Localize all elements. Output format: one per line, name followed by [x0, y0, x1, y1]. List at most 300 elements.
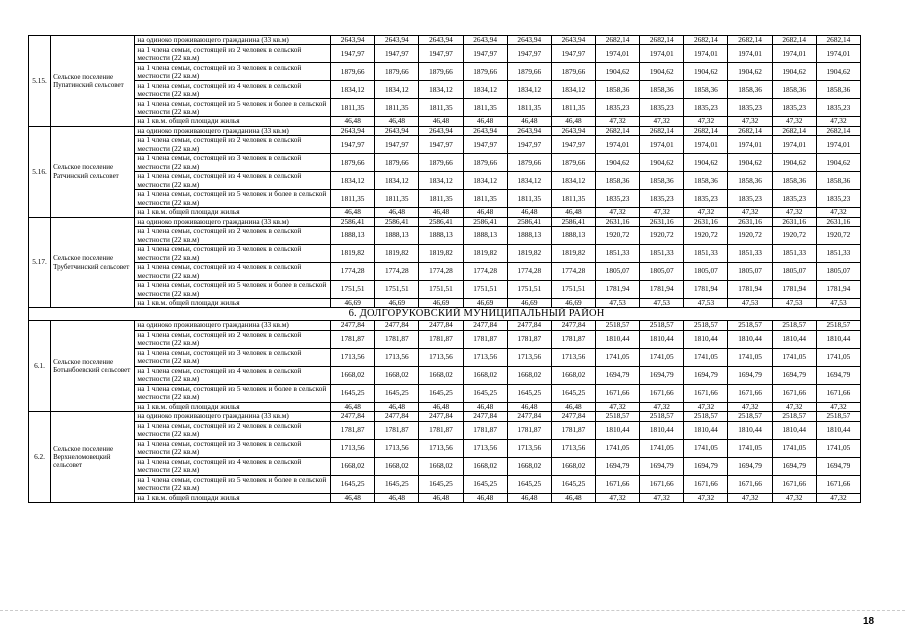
value-cell: 1834,12 — [507, 172, 551, 190]
value-cell: 1920,72 — [772, 227, 816, 245]
value-cell: 1741,05 — [816, 348, 860, 366]
value-cell: 1920,72 — [596, 227, 640, 245]
district-header: 6. ДОЛГОРУКОВСКИЙ МУНИЦИПАЛЬНЫЙ РАЙОН — [331, 308, 861, 321]
row-description: на 1 члена семьи, состоящей из 5 человек и более в сельской местности (22 кв.м) — [135, 190, 331, 208]
value-cell: 1741,05 — [640, 439, 684, 457]
value-cell: 1904,62 — [640, 63, 684, 81]
table-row — [29, 412, 861, 421]
value-cell: 2477,84 — [375, 412, 419, 421]
value-cell: 1751,51 — [375, 281, 419, 299]
value-cell: 1888,13 — [507, 227, 551, 245]
row-description: на 1 кв.м. общей площади жилья — [135, 208, 331, 217]
table-row — [29, 384, 861, 402]
value-cell: 1810,44 — [728, 421, 772, 439]
value-cell: 1904,62 — [728, 63, 772, 81]
value-cell: 1904,62 — [772, 63, 816, 81]
value-cell: 1645,25 — [551, 384, 595, 402]
value-cell: 1751,51 — [507, 281, 551, 299]
value-cell: 1947,97 — [375, 45, 419, 63]
value-cell: 2643,94 — [507, 126, 551, 135]
value-cell: 1947,97 — [507, 45, 551, 63]
value-cell: 1858,36 — [728, 81, 772, 99]
value-cell: 1671,66 — [596, 475, 640, 493]
value-cell: 47,32 — [684, 402, 728, 411]
value-cell: 2682,14 — [728, 126, 772, 135]
value-cell: 1920,72 — [816, 227, 860, 245]
value-cell: 1781,87 — [419, 330, 463, 348]
value-cell: 2518,57 — [596, 321, 640, 330]
value-cell: 1947,97 — [507, 136, 551, 154]
row-description: на 1 члена семьи, состоящей из 2 человек в сельской местности (22 кв.м) — [135, 227, 331, 245]
settlement-name: Сельское поселение Ботынбоевский сельсовет — [51, 321, 135, 412]
value-cell: 1781,94 — [772, 281, 816, 299]
value-cell: 2518,57 — [816, 321, 860, 330]
value-cell: 1751,51 — [331, 281, 375, 299]
value-cell: 1904,62 — [596, 154, 640, 172]
value-cell: 1947,97 — [551, 45, 595, 63]
value-cell: 1974,01 — [772, 45, 816, 63]
value-cell: 1713,56 — [551, 348, 595, 366]
value-cell: 46,48 — [463, 493, 507, 502]
value-cell: 1888,13 — [463, 227, 507, 245]
value-cell: 1858,36 — [816, 172, 860, 190]
value-cell: 1781,94 — [684, 281, 728, 299]
value-cell: 1668,02 — [331, 457, 375, 475]
value-cell: 47,32 — [772, 117, 816, 126]
value-cell: 46,69 — [507, 299, 551, 308]
value-cell: 1805,07 — [728, 263, 772, 281]
value-cell: 1851,33 — [596, 245, 640, 263]
value-cell: 1741,05 — [772, 439, 816, 457]
value-cell: 47,53 — [596, 299, 640, 308]
value-cell: 1671,66 — [816, 384, 860, 402]
page-number: 18 — [863, 616, 875, 627]
table-row — [29, 36, 861, 45]
value-cell: 1781,87 — [507, 330, 551, 348]
value-cell: 1781,94 — [596, 281, 640, 299]
value-cell: 2518,57 — [684, 412, 728, 421]
value-cell: 2643,94 — [463, 36, 507, 45]
value-cell: 1858,36 — [596, 81, 640, 99]
value-cell: 46,48 — [463, 208, 507, 217]
value-cell: 1668,02 — [551, 457, 595, 475]
value-cell: 1645,25 — [331, 475, 375, 493]
value-cell: 1974,01 — [640, 136, 684, 154]
settlement-name: Сельское поселение Пупатинский сельсовет — [51, 36, 135, 127]
value-cell: 1713,56 — [419, 348, 463, 366]
value-cell: 1810,44 — [596, 421, 640, 439]
value-cell: 1781,87 — [463, 330, 507, 348]
value-cell: 2682,14 — [684, 126, 728, 135]
value-cell: 47,32 — [816, 117, 860, 126]
value-cell: 1974,01 — [816, 136, 860, 154]
value-cell: 2477,84 — [551, 412, 595, 421]
value-cell: 1947,97 — [463, 45, 507, 63]
value-cell: 1713,56 — [375, 348, 419, 366]
value-cell: 1811,35 — [419, 99, 463, 117]
value-cell: 2643,94 — [463, 126, 507, 135]
value-cell: 1805,07 — [684, 263, 728, 281]
table-row — [29, 366, 861, 384]
value-cell: 46,48 — [331, 117, 375, 126]
table-row — [29, 99, 861, 117]
value-cell: 1810,44 — [596, 330, 640, 348]
value-cell: 1811,35 — [463, 190, 507, 208]
table-row — [29, 402, 861, 411]
value-cell: 46,48 — [331, 493, 375, 502]
value-cell: 1781,94 — [816, 281, 860, 299]
value-cell: 1834,12 — [551, 81, 595, 99]
value-cell: 47,32 — [596, 493, 640, 502]
value-cell: 46,48 — [507, 402, 551, 411]
value-cell: 2682,14 — [728, 36, 772, 45]
value-cell: 1781,94 — [640, 281, 684, 299]
value-cell: 1834,12 — [375, 172, 419, 190]
value-cell: 1668,02 — [419, 366, 463, 384]
value-cell: 2643,94 — [331, 36, 375, 45]
value-cell: 47,32 — [772, 402, 816, 411]
value-cell: 1694,79 — [772, 457, 816, 475]
row-description: на 1 члена семьи, состоящей из 3 человек в сельской местности (22 кв.м) — [135, 63, 331, 81]
value-cell: 46,48 — [463, 117, 507, 126]
value-cell: 1947,97 — [331, 136, 375, 154]
value-cell: 1810,44 — [772, 421, 816, 439]
value-cell: 47,53 — [684, 299, 728, 308]
table-row — [29, 217, 861, 226]
value-cell: 1947,97 — [419, 136, 463, 154]
value-cell: 1781,87 — [507, 421, 551, 439]
value-cell: 2682,14 — [640, 126, 684, 135]
row-description: на 1 члена семьи, состоящей из 2 человек в сельской местности (22 кв.м) — [135, 136, 331, 154]
value-cell: 2518,57 — [772, 321, 816, 330]
table-row — [29, 348, 861, 366]
row-description: на 1 члена семьи, состоящей из 3 человек в сельской местности (22 кв.м) — [135, 154, 331, 172]
value-cell: 1781,87 — [551, 421, 595, 439]
row-description: на одиноко проживающего гражданина (33 кв.м) — [135, 321, 331, 330]
value-cell: 1781,87 — [331, 421, 375, 439]
value-cell: 1858,36 — [772, 172, 816, 190]
value-cell: 2682,14 — [596, 36, 640, 45]
value-cell: 1888,13 — [551, 227, 595, 245]
value-cell: 1645,25 — [463, 475, 507, 493]
value-cell: 46,69 — [463, 299, 507, 308]
value-cell: 2682,14 — [596, 126, 640, 135]
value-cell: 1947,97 — [463, 136, 507, 154]
value-cell: 1920,72 — [728, 227, 772, 245]
row-description: на 1 члена семьи, состоящей из 2 человек в сельской местности (22 кв.м) — [135, 421, 331, 439]
row-description: на 1 члена семьи, состоящей из 4 человек в сельской местности (22 кв.м) — [135, 81, 331, 99]
value-cell: 1751,51 — [551, 281, 595, 299]
value-cell: 1974,01 — [772, 136, 816, 154]
section-number: 5.16. — [29, 126, 51, 217]
value-cell: 1668,02 — [463, 457, 507, 475]
value-cell: 47,53 — [640, 299, 684, 308]
value-cell: 1694,79 — [728, 457, 772, 475]
value-cell: 1713,56 — [419, 439, 463, 457]
value-cell: 1879,66 — [331, 154, 375, 172]
value-cell: 1645,25 — [375, 384, 419, 402]
value-cell: 1819,82 — [507, 245, 551, 263]
value-cell: 1811,35 — [507, 190, 551, 208]
value-cell: 1668,02 — [507, 457, 551, 475]
table-row — [29, 493, 861, 502]
section-number: 6.1. — [29, 321, 51, 412]
table-row — [29, 126, 861, 135]
value-cell: 2518,57 — [816, 412, 860, 421]
value-cell: 1974,01 — [816, 45, 860, 63]
value-cell: 46,69 — [419, 299, 463, 308]
scan-bottom-edge — [0, 610, 905, 613]
value-cell: 1811,35 — [375, 99, 419, 117]
value-cell: 1947,97 — [419, 45, 463, 63]
value-cell: 2586,41 — [331, 217, 375, 226]
row-description: на 1 члена семьи, состоящей из 4 человек в сельской местности (22 кв.м) — [135, 263, 331, 281]
table-row — [29, 299, 861, 308]
value-cell: 1805,07 — [596, 263, 640, 281]
value-cell: 1858,36 — [772, 81, 816, 99]
value-cell: 47,53 — [728, 299, 772, 308]
value-cell: 1858,36 — [728, 172, 772, 190]
value-cell: 1781,87 — [375, 421, 419, 439]
value-cell: 1668,02 — [551, 366, 595, 384]
value-cell: 1741,05 — [816, 439, 860, 457]
value-cell: 47,32 — [772, 208, 816, 217]
value-cell: 1774,28 — [331, 263, 375, 281]
value-cell: 1811,35 — [551, 99, 595, 117]
value-cell: 1974,01 — [596, 136, 640, 154]
value-cell: 46,48 — [507, 208, 551, 217]
value-cell: 1947,97 — [331, 45, 375, 63]
value-cell: 1834,12 — [419, 172, 463, 190]
table-row — [29, 190, 861, 208]
value-cell: 1810,44 — [684, 330, 728, 348]
value-cell: 2518,57 — [728, 412, 772, 421]
value-cell: 46,48 — [507, 493, 551, 502]
value-cell: 1645,25 — [463, 384, 507, 402]
value-cell: 1751,51 — [463, 281, 507, 299]
value-cell: 1947,97 — [375, 136, 419, 154]
value-cell: 47,32 — [684, 208, 728, 217]
value-cell: 1741,05 — [684, 348, 728, 366]
value-cell: 46,48 — [419, 117, 463, 126]
value-cell: 2477,84 — [463, 412, 507, 421]
value-cell: 46,48 — [551, 493, 595, 502]
value-cell: 2682,14 — [684, 36, 728, 45]
district-header-spacer — [29, 308, 331, 321]
value-cell: 1947,97 — [551, 136, 595, 154]
value-cell: 1851,33 — [640, 245, 684, 263]
row-description: на одиноко проживающего гражданина (33 кв.м) — [135, 126, 331, 135]
value-cell: 1713,56 — [375, 439, 419, 457]
row-description: на 1 кв.м. общей площади жилья — [135, 117, 331, 126]
value-cell: 1834,12 — [551, 172, 595, 190]
value-cell: 2682,14 — [816, 126, 860, 135]
value-cell: 1879,66 — [419, 154, 463, 172]
value-cell: 1835,23 — [684, 99, 728, 117]
value-cell: 1810,44 — [772, 330, 816, 348]
value-cell: 1834,12 — [331, 172, 375, 190]
value-cell: 1974,01 — [684, 45, 728, 63]
value-cell: 46,48 — [375, 117, 419, 126]
value-cell: 1713,56 — [507, 439, 551, 457]
value-cell: 2643,94 — [551, 126, 595, 135]
value-cell: 1858,36 — [684, 172, 728, 190]
value-cell: 47,32 — [596, 117, 640, 126]
table-row — [29, 208, 861, 217]
value-cell: 1805,07 — [772, 263, 816, 281]
value-cell: 2477,84 — [375, 321, 419, 330]
value-cell: 2477,84 — [507, 412, 551, 421]
value-cell: 47,32 — [728, 493, 772, 502]
value-cell: 2586,41 — [507, 217, 551, 226]
table-row — [29, 117, 861, 126]
row-description: на одиноко проживающего гражданина (33 кв.м) — [135, 36, 331, 45]
value-cell: 1858,36 — [640, 172, 684, 190]
value-cell: 46,69 — [551, 299, 595, 308]
value-cell: 1774,28 — [463, 263, 507, 281]
table-row — [29, 154, 861, 172]
value-cell: 47,32 — [772, 493, 816, 502]
value-cell: 46,48 — [419, 493, 463, 502]
row-description: на одиноко проживающего гражданина (33 кв.м) — [135, 412, 331, 421]
value-cell: 1671,66 — [728, 384, 772, 402]
value-cell: 1879,66 — [419, 63, 463, 81]
value-cell: 2643,94 — [551, 36, 595, 45]
value-cell: 2631,16 — [684, 217, 728, 226]
table-row — [29, 475, 861, 493]
value-cell: 1810,44 — [684, 421, 728, 439]
value-cell: 1851,33 — [772, 245, 816, 263]
value-cell: 1810,44 — [640, 330, 684, 348]
value-cell: 1694,79 — [728, 366, 772, 384]
value-cell: 1671,66 — [772, 384, 816, 402]
value-cell: 1694,79 — [816, 366, 860, 384]
value-cell: 2518,57 — [728, 321, 772, 330]
value-cell: 47,32 — [816, 208, 860, 217]
value-cell: 2643,94 — [375, 126, 419, 135]
value-cell: 1835,23 — [596, 190, 640, 208]
value-cell: 1811,35 — [507, 99, 551, 117]
value-cell: 2477,84 — [551, 321, 595, 330]
value-cell: 1671,66 — [816, 475, 860, 493]
value-cell: 46,48 — [507, 117, 551, 126]
value-cell: 2477,84 — [331, 412, 375, 421]
value-cell: 1879,66 — [375, 154, 419, 172]
value-cell: 1834,12 — [419, 81, 463, 99]
table-row — [29, 263, 861, 281]
value-cell: 46,48 — [551, 208, 595, 217]
value-cell: 1781,87 — [375, 330, 419, 348]
value-cell: 47,53 — [816, 299, 860, 308]
value-cell: 2518,57 — [684, 321, 728, 330]
value-cell: 1851,33 — [684, 245, 728, 263]
value-cell: 1645,25 — [419, 384, 463, 402]
table-row — [29, 281, 861, 299]
value-cell: 1811,35 — [463, 99, 507, 117]
value-cell: 47,32 — [640, 117, 684, 126]
settlement-name: Сельское поселение Верхнеломовецкий сельсовет — [51, 412, 135, 503]
value-cell: 1668,02 — [331, 366, 375, 384]
settlement-name: Сельское поселение Трубетчинский сельсовет — [51, 217, 135, 308]
value-cell: 46,69 — [331, 299, 375, 308]
value-cell: 2586,41 — [551, 217, 595, 226]
value-cell: 1668,02 — [463, 366, 507, 384]
value-cell: 1713,56 — [331, 439, 375, 457]
value-cell: 2631,16 — [772, 217, 816, 226]
value-cell: 2477,84 — [419, 321, 463, 330]
value-cell: 1974,01 — [640, 45, 684, 63]
value-cell: 47,32 — [728, 208, 772, 217]
value-cell: 2477,84 — [419, 412, 463, 421]
value-cell: 2518,57 — [596, 412, 640, 421]
value-cell: 47,32 — [640, 208, 684, 217]
value-cell: 1694,79 — [596, 366, 640, 384]
value-cell: 1858,36 — [684, 81, 728, 99]
value-cell: 46,48 — [551, 117, 595, 126]
value-cell: 47,32 — [640, 493, 684, 502]
row-description: на 1 члена семьи, состоящей из 2 человек в сельской местности (22 кв.м) — [135, 330, 331, 348]
value-cell: 1879,66 — [375, 63, 419, 81]
value-cell: 1974,01 — [728, 45, 772, 63]
table-row — [29, 330, 861, 348]
value-cell: 1781,87 — [419, 421, 463, 439]
table-row — [29, 81, 861, 99]
table-body — [29, 36, 861, 503]
value-cell: 1819,82 — [375, 245, 419, 263]
value-cell: 1835,23 — [816, 99, 860, 117]
value-cell: 1694,79 — [684, 366, 728, 384]
value-cell: 1835,23 — [684, 190, 728, 208]
value-cell: 1671,66 — [596, 384, 640, 402]
value-cell: 2643,94 — [331, 126, 375, 135]
value-cell: 1858,36 — [816, 81, 860, 99]
value-cell: 1811,35 — [331, 99, 375, 117]
value-cell: 1879,66 — [507, 63, 551, 81]
value-cell: 46,69 — [375, 299, 419, 308]
value-cell: 1811,35 — [331, 190, 375, 208]
value-cell: 2682,14 — [772, 36, 816, 45]
row-description: на 1 члена семьи, состоящей из 2 человек в сельской местности (22 кв.м) — [135, 45, 331, 63]
value-cell: 1810,44 — [640, 421, 684, 439]
value-cell: 1741,05 — [596, 439, 640, 457]
value-cell: 1741,05 — [596, 348, 640, 366]
value-cell: 47,32 — [684, 493, 728, 502]
value-cell: 1879,66 — [507, 154, 551, 172]
row-description: на 1 члена семьи, состоящей из 5 человек и более в сельской местности (22 кв.м) — [135, 384, 331, 402]
value-cell: 1805,07 — [816, 263, 860, 281]
value-cell: 1671,66 — [640, 384, 684, 402]
value-cell: 2643,94 — [419, 126, 463, 135]
value-cell: 1834,12 — [463, 172, 507, 190]
value-cell: 46,48 — [551, 402, 595, 411]
value-cell: 46,48 — [463, 402, 507, 411]
value-cell: 1835,23 — [640, 190, 684, 208]
table-row — [29, 172, 861, 190]
value-cell: 1694,79 — [772, 366, 816, 384]
row-description: на 1 кв.м. общей площади жилья — [135, 299, 331, 308]
value-cell: 2518,57 — [640, 412, 684, 421]
value-cell: 2477,84 — [507, 321, 551, 330]
value-cell: 1835,23 — [816, 190, 860, 208]
value-cell: 2682,14 — [640, 36, 684, 45]
value-cell: 2586,41 — [375, 217, 419, 226]
value-cell: 2518,57 — [772, 412, 816, 421]
value-cell: 1819,82 — [331, 245, 375, 263]
value-cell: 1835,23 — [772, 190, 816, 208]
value-cell: 1741,05 — [728, 439, 772, 457]
value-cell: 46,48 — [331, 208, 375, 217]
value-cell: 1879,66 — [551, 63, 595, 81]
